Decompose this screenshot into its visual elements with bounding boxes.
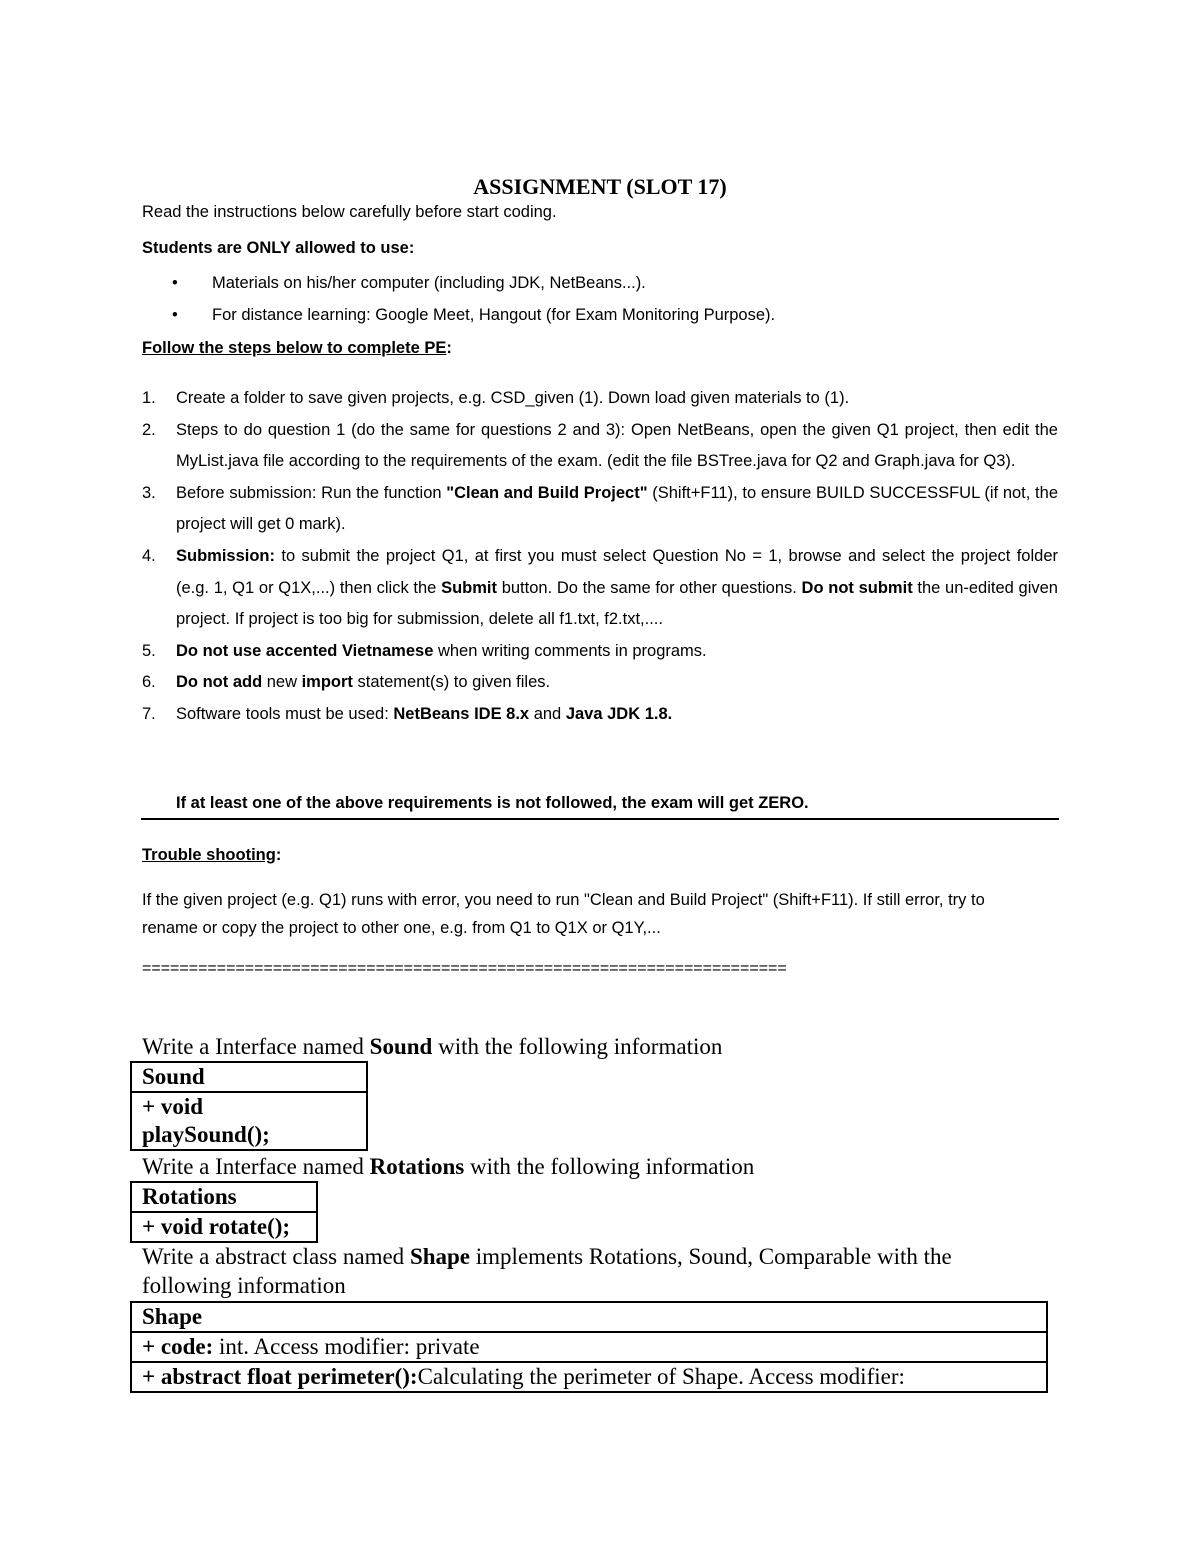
sound-table-row [131, 1092, 367, 1150]
steps-heading-text: Follow the steps below to complete PE [142, 339, 447, 357]
page-title: ASSIGNMENT (SLOT 17) [473, 174, 727, 199]
step-emphasis: NetBeans IDE 8.x [393, 704, 530, 723]
allowed-item: For distance learning: Google Meet, Hangout (for Exam Monitoring Purpose). [212, 306, 776, 324]
step-item [142, 667, 1058, 699]
sound-method-line1: + void [142, 1094, 204, 1119]
step-text: Before submission: Run the function [176, 483, 447, 502]
question-text: Write a Interface named [142, 1154, 370, 1179]
question-name: Sound [369, 1034, 433, 1059]
bullet-icon: • [172, 306, 178, 324]
step-item [142, 383, 1058, 415]
step-text: when writing comments in programs. [433, 641, 707, 660]
shape-method-desc: Calculating the perimeter of Shape. Access modifier: [417, 1364, 905, 1389]
rotations-method: + void rotate(); [131, 1212, 317, 1242]
step-emphasis: Submit [441, 578, 497, 597]
trouble-heading-text: Trouble shooting [142, 846, 276, 864]
trouble-text: If the given project (e.g. Q1) runs with error, you need to run "Clean and Build Project" (Shift+F11). If still error, try to rename or copy the project to other one, e.g. from Q1 to Q1X or Q1Y,... [142, 891, 985, 937]
question-shape-cont: following information [142, 1273, 346, 1298]
question-shape [142, 1244, 952, 1270]
trouble-heading-colon: : [275, 846, 282, 864]
step-item [142, 541, 1058, 636]
zero-warning: If at least one of the above requirements is not followed, the exam will get ZERO. [176, 794, 809, 812]
shape-field-desc: int. Access modifier: private [213, 1334, 480, 1359]
intro-text: Read the instructions below carefully before start coding. [142, 203, 557, 221]
allowed-item: Materials on his/her computer (including JDK, NetBeans...). [212, 274, 646, 292]
shape-method-name: + abstract float perimeter(): [142, 1364, 418, 1389]
question-text: with the following information [432, 1034, 723, 1059]
step-text: the un-edited given project. If project is too big for submission, delete all f1.txt, f2.txt,.... [176, 578, 1058, 629]
step-number: 3. [142, 483, 156, 502]
steps-heading-colon: : [446, 339, 452, 357]
step-emphasis: import [301, 673, 353, 692]
shape-table-header: Shape [131, 1302, 1047, 1332]
step-emphasis: Java JDK 1.8. [565, 704, 673, 723]
steps-heading [142, 339, 452, 358]
divider [141, 818, 1059, 820]
step-text: Create a folder to save given projects, e.g. CSD_given (1). Down load given materials to (1). [176, 389, 850, 407]
question-name: Shape [409, 1244, 471, 1269]
steps-list [142, 383, 1058, 731]
step-number: 6. [142, 673, 156, 692]
step-text: statement(s) to given files. [352, 673, 551, 692]
step-text: Software tools must be used: [176, 704, 394, 723]
sound-table-header: Sound [131, 1062, 367, 1092]
question-text: implements Rotations, Sound, Comparable with the [470, 1244, 952, 1269]
shape-method-row [131, 1362, 1047, 1392]
bullet-icon: • [172, 274, 178, 292]
step-emphasis: "Clean and Build Project" [446, 483, 648, 502]
step-item [142, 478, 1058, 541]
shape-table [130, 1301, 1048, 1393]
question-rotations [142, 1154, 754, 1180]
separator: ===================================================================== [142, 960, 787, 977]
question-name: Rotations [369, 1154, 465, 1179]
rotations-table-header: Rotations [131, 1182, 317, 1212]
question-sound [142, 1034, 722, 1060]
step-text: (Shift+F11), to ensure BUILD SUCCESSFUL (if not, the project will get 0 mark). [176, 483, 1058, 534]
step-number: 4. [142, 546, 156, 565]
step-text: Steps to do question 1 (do the same for questions 2 and 3): Open NetBeans, open the given Q1 project, then edit the MyList.java file according to the requirements of the exam. (edit the file BSTree.java for Q2 and Graph.java for Q3). [176, 420, 1058, 471]
step-emphasis: Do not add [176, 673, 263, 692]
step-item [142, 415, 1058, 478]
sound-table [130, 1061, 368, 1151]
sound-method-line2: playSound(); [142, 1122, 270, 1147]
shape-field-name: + code: [142, 1334, 214, 1359]
step-number: 7. [142, 704, 156, 723]
step-emphasis: Submission: [176, 546, 276, 565]
shape-field-row [131, 1332, 1047, 1362]
step-emphasis: Do not submit [801, 578, 913, 597]
step-text: button. Do the same for other questions. [497, 578, 802, 597]
step-emphasis: Do not use accented Vietnamese [176, 641, 434, 660]
trouble-heading [142, 846, 281, 865]
step-number: 2. [142, 420, 156, 439]
question-text: Write a Interface named [142, 1034, 370, 1059]
step-number: 1. [142, 389, 156, 407]
step-text: to submit the project Q1, at first you must select Question No = 1, browse and select the project folder (e.g. 1, Q1 or Q1X,...) then click the [176, 546, 1058, 597]
step-text: and [529, 704, 566, 723]
step-text: new [262, 673, 302, 692]
step-item [142, 636, 1058, 668]
step-number: 5. [142, 641, 156, 660]
step-item [142, 699, 1058, 731]
question-text: with the following information [464, 1154, 755, 1179]
allowed-heading: Students are ONLY allowed to use: [142, 239, 415, 257]
rotations-table [130, 1181, 318, 1243]
question-text: Write a abstract class named [142, 1244, 410, 1269]
